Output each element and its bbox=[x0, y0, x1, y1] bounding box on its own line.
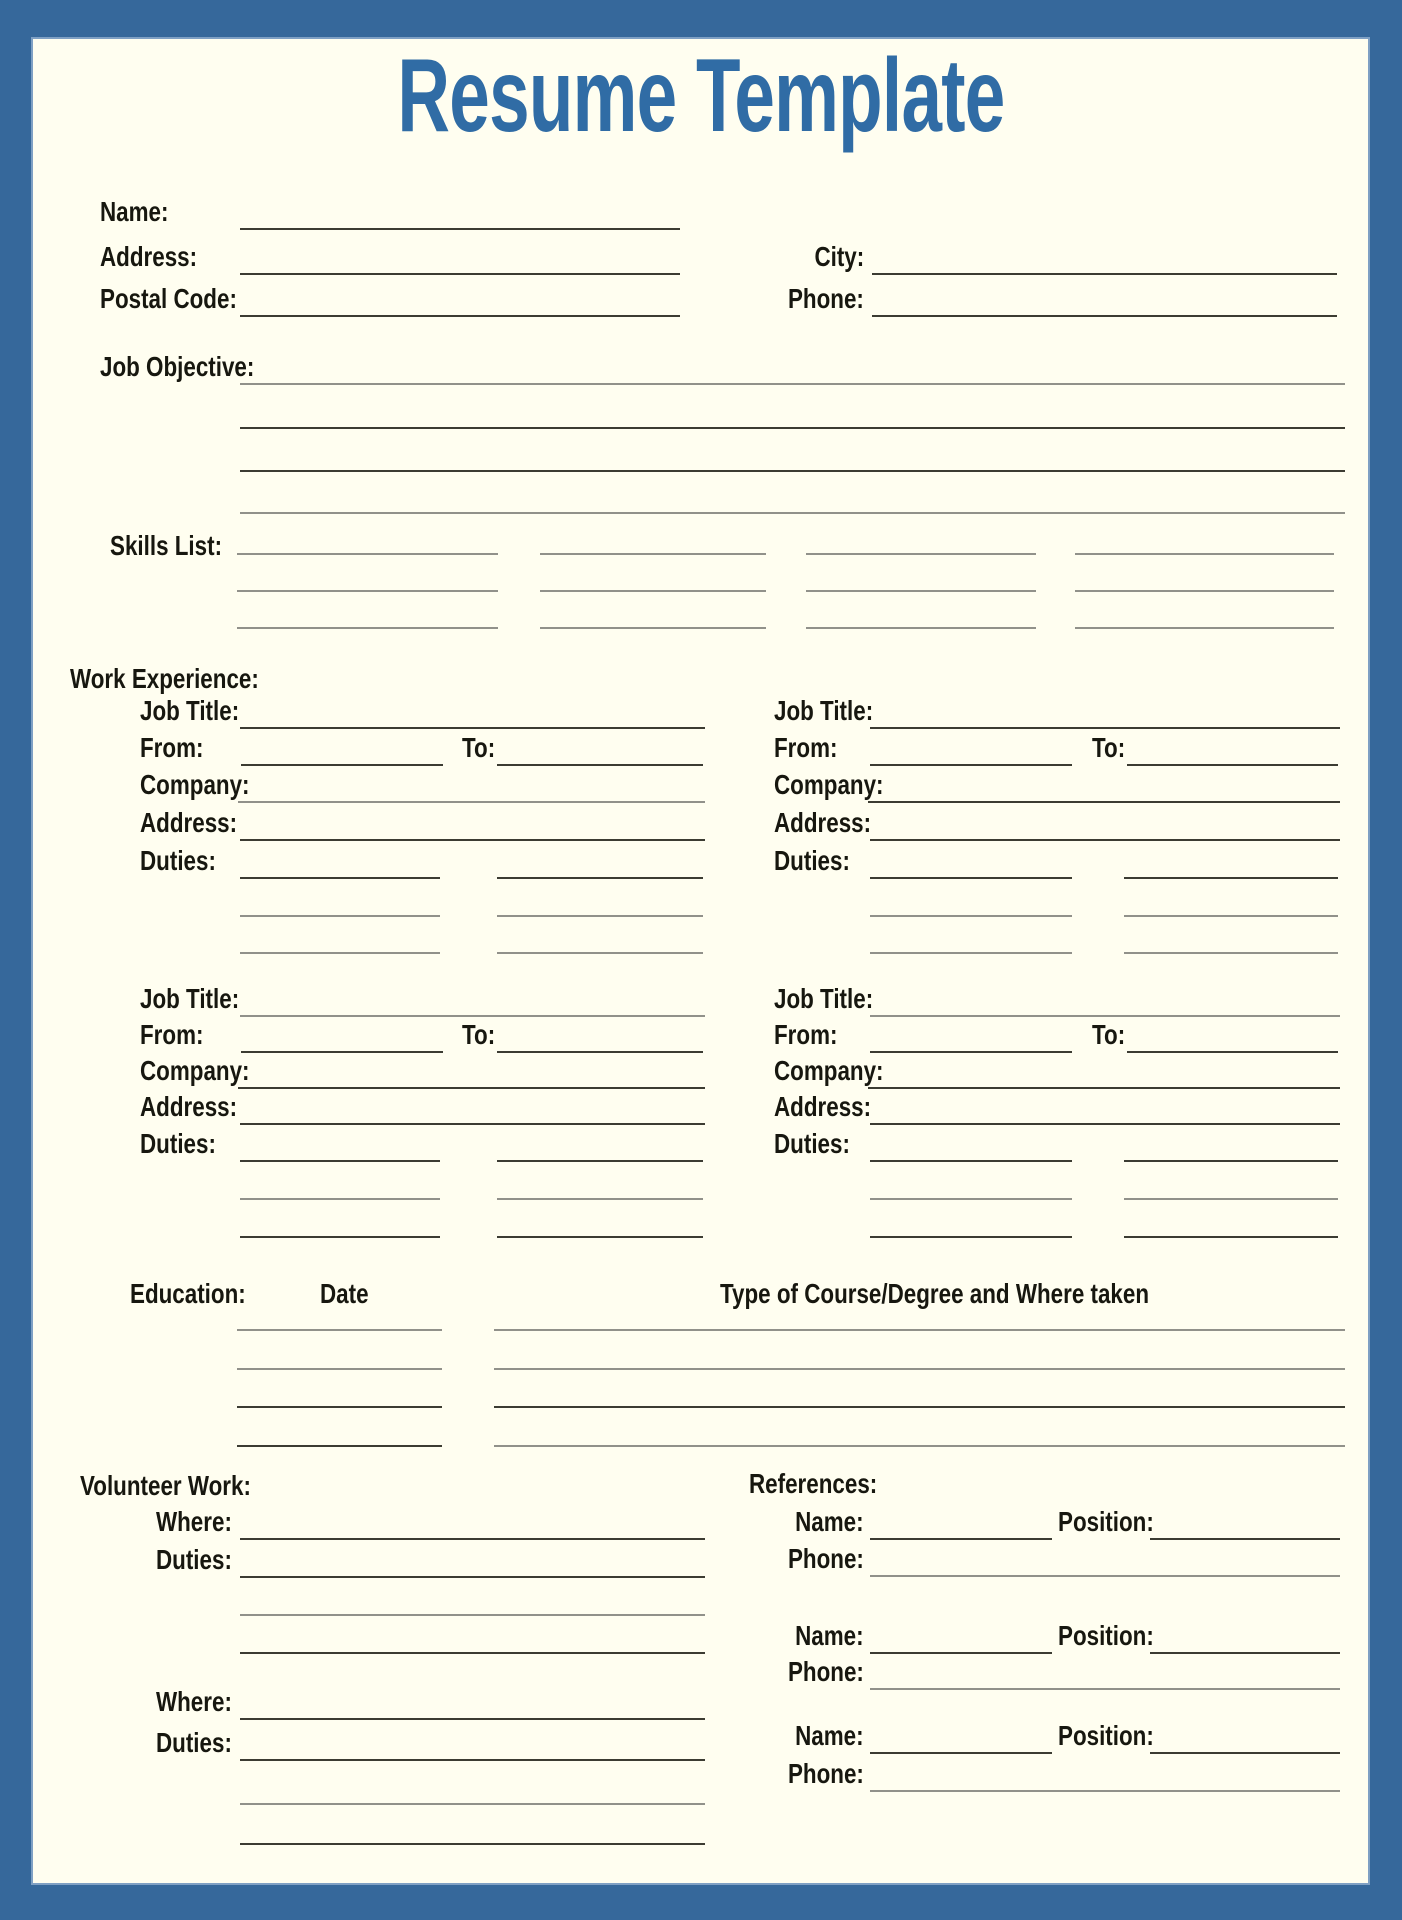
job2-duties-label: Duties: bbox=[774, 845, 850, 876]
references-label: References: bbox=[749, 1468, 878, 1499]
skill-line-r3c4[interactable] bbox=[1075, 627, 1334, 629]
job2-duties-line-2a[interactable] bbox=[870, 915, 1072, 917]
job4-duties-line-1a[interactable] bbox=[870, 1160, 1072, 1162]
job4-title-line[interactable] bbox=[870, 1015, 1340, 1017]
skill-line-r1c4[interactable] bbox=[1075, 553, 1334, 555]
skill-line-r2c2[interactable] bbox=[540, 590, 766, 592]
reference2-name-line[interactable] bbox=[870, 1652, 1052, 1654]
education-course-line-3[interactable] bbox=[494, 1406, 1345, 1408]
reference3-name-line[interactable] bbox=[870, 1752, 1052, 1754]
reference2-phone-label: Phone: bbox=[788, 1656, 864, 1687]
job1-to-label: To: bbox=[462, 732, 496, 763]
job2-title-line[interactable] bbox=[870, 727, 1340, 729]
job4-company-line[interactable] bbox=[868, 1087, 1340, 1089]
job4-title-label: Job Title: bbox=[774, 983, 874, 1014]
volunteer1-where-line[interactable] bbox=[240, 1538, 705, 1540]
job3-duties-line-1b[interactable] bbox=[497, 1160, 703, 1162]
job3-address-line[interactable] bbox=[240, 1123, 705, 1125]
volunteer-work-label: Volunteer Work: bbox=[80, 1470, 251, 1501]
education-date-header: Date bbox=[320, 1278, 369, 1309]
job4-to-line[interactable] bbox=[1127, 1051, 1338, 1053]
reference3-position-label: Position: bbox=[1058, 1720, 1154, 1751]
reference2-position-label: Position: bbox=[1058, 1620, 1154, 1651]
job-objective-line-2[interactable] bbox=[240, 427, 1345, 429]
skills-list-label: Skills List: bbox=[110, 530, 223, 561]
job2-title-label: Job Title: bbox=[774, 695, 874, 726]
skill-line-r3c3[interactable] bbox=[806, 627, 1036, 629]
reference2-name-label: Name: bbox=[795, 1620, 864, 1651]
job3-from-line[interactable] bbox=[241, 1051, 443, 1053]
skill-line-r1c1[interactable] bbox=[237, 553, 498, 555]
reference2-phone-line[interactable] bbox=[870, 1688, 1340, 1690]
reference1-name-label: Name: bbox=[795, 1506, 864, 1537]
job3-duties-line-3a[interactable] bbox=[240, 1236, 440, 1238]
volunteer1-duties-line-3[interactable] bbox=[240, 1652, 705, 1654]
job3-duties-line-2a[interactable] bbox=[240, 1198, 440, 1200]
volunteer2-where-label: Where: bbox=[156, 1686, 232, 1717]
job2-duties-line-3b[interactable] bbox=[1124, 952, 1338, 954]
job3-to-label: To: bbox=[462, 1019, 496, 1050]
job1-address-label: Address: bbox=[140, 807, 238, 838]
education-course-header: Type of Course/Degree and Where taken bbox=[720, 1278, 1150, 1309]
job1-duties-line-2b[interactable] bbox=[497, 915, 703, 917]
phone-line[interactable] bbox=[872, 315, 1337, 317]
job4-from-line[interactable] bbox=[870, 1051, 1072, 1053]
reference3-name-label: Name: bbox=[795, 1720, 864, 1751]
name-label: Name: bbox=[100, 196, 169, 227]
volunteer2-duties-line-3[interactable] bbox=[240, 1843, 705, 1845]
address-label: Address: bbox=[100, 241, 198, 272]
education-course-line-4[interactable] bbox=[494, 1445, 1345, 1447]
reference3-position-line[interactable] bbox=[1150, 1752, 1340, 1754]
volunteer1-duties-line-2[interactable] bbox=[240, 1614, 705, 1616]
work-experience-label: Work Experience: bbox=[70, 663, 259, 694]
skill-line-r2c1[interactable] bbox=[237, 590, 498, 592]
job1-to-line[interactable] bbox=[497, 764, 703, 766]
job2-to-label: To: bbox=[1092, 732, 1126, 763]
job3-to-line[interactable] bbox=[497, 1051, 703, 1053]
job1-company-line[interactable] bbox=[238, 801, 705, 803]
job2-company-label: Company: bbox=[774, 769, 884, 800]
job1-duties-line-1a[interactable] bbox=[240, 877, 440, 879]
job4-duties-line-3a[interactable] bbox=[870, 1236, 1072, 1238]
job3-duties-line-2b[interactable] bbox=[497, 1198, 703, 1200]
volunteer1-where-label: Where: bbox=[156, 1506, 232, 1537]
job1-duties-line-1b[interactable] bbox=[497, 877, 703, 879]
job3-address-label: Address: bbox=[140, 1091, 238, 1122]
job4-duties-line-1b[interactable] bbox=[1124, 1160, 1338, 1162]
job1-from-label: From: bbox=[140, 732, 204, 763]
skill-line-r3c1[interactable] bbox=[237, 627, 498, 629]
job-objective-label: Job Objective: bbox=[100, 351, 255, 382]
skill-line-r1c3[interactable] bbox=[806, 553, 1036, 555]
reference1-phone-label: Phone: bbox=[788, 1543, 864, 1574]
job4-duties-line-2b[interactable] bbox=[1124, 1198, 1338, 1200]
job4-from-label: From: bbox=[774, 1019, 838, 1050]
skill-line-r1c2[interactable] bbox=[540, 553, 766, 555]
job3-title-line[interactable] bbox=[240, 1015, 705, 1017]
address-line[interactable] bbox=[240, 273, 680, 275]
city-line[interactable] bbox=[872, 273, 1337, 275]
job4-duties-line-2a[interactable] bbox=[870, 1198, 1072, 1200]
job1-from-line[interactable] bbox=[241, 764, 443, 766]
education-date-line-4[interactable] bbox=[237, 1445, 442, 1447]
job4-address-line[interactable] bbox=[870, 1123, 1340, 1125]
job3-title-label: Job Title: bbox=[140, 983, 240, 1014]
job1-title-line[interactable] bbox=[240, 727, 705, 729]
reference2-position-line[interactable] bbox=[1150, 1652, 1340, 1654]
city-label: City: bbox=[814, 241, 864, 272]
job1-duties-line-3b[interactable] bbox=[497, 952, 703, 954]
job4-duties-line-3b[interactable] bbox=[1124, 1236, 1338, 1238]
job3-duties-line-1a[interactable] bbox=[240, 1160, 440, 1162]
job-objective-line-4[interactable] bbox=[240, 512, 1345, 514]
job3-company-line[interactable] bbox=[238, 1087, 705, 1089]
job1-duties-line-3a[interactable] bbox=[240, 952, 440, 954]
skill-line-r2c3[interactable] bbox=[806, 590, 1036, 592]
job1-address-line[interactable] bbox=[240, 839, 705, 841]
reference3-phone-label: Phone: bbox=[788, 1758, 864, 1789]
job2-duties-line-1a[interactable] bbox=[870, 877, 1072, 879]
job3-duties-label: Duties: bbox=[140, 1128, 216, 1159]
job1-duties-label: Duties: bbox=[140, 845, 216, 876]
job1-title-label: Job Title: bbox=[140, 695, 240, 726]
volunteer2-duties-line-2[interactable] bbox=[240, 1803, 705, 1805]
education-date-line-2[interactable] bbox=[237, 1368, 442, 1370]
education-label: Education: bbox=[130, 1278, 246, 1309]
job4-company-label: Company: bbox=[774, 1055, 884, 1086]
volunteer2-duties-label: Duties: bbox=[156, 1727, 232, 1758]
job2-company-line[interactable] bbox=[868, 801, 1340, 803]
job2-from-line[interactable] bbox=[870, 764, 1072, 766]
skill-line-r3c2[interactable] bbox=[540, 627, 766, 629]
volunteer1-duties-label: Duties: bbox=[156, 1544, 232, 1575]
job-objective-line-1[interactable] bbox=[240, 383, 1345, 385]
job-objective-line-3[interactable] bbox=[240, 470, 1345, 472]
reference1-name-line[interactable] bbox=[870, 1538, 1052, 1540]
education-course-line-2[interactable] bbox=[494, 1368, 1345, 1370]
reference1-position-line[interactable] bbox=[1150, 1538, 1340, 1540]
name-line[interactable] bbox=[240, 228, 680, 230]
job4-duties-label: Duties: bbox=[774, 1128, 850, 1159]
job2-duties-line-1b[interactable] bbox=[1124, 877, 1338, 879]
volunteer2-where-line[interactable] bbox=[240, 1718, 705, 1720]
education-course-line-1[interactable] bbox=[494, 1329, 1345, 1331]
postal-code-line[interactable] bbox=[240, 315, 680, 317]
job1-duties-line-2a[interactable] bbox=[240, 915, 440, 917]
job2-to-line[interactable] bbox=[1127, 764, 1338, 766]
job2-from-label: From: bbox=[774, 732, 838, 763]
reference1-position-label: Position: bbox=[1058, 1506, 1154, 1537]
reference3-phone-line[interactable] bbox=[870, 1790, 1340, 1792]
volunteer1-duties-line-1[interactable] bbox=[240, 1576, 705, 1578]
job2-duties-line-3a[interactable] bbox=[870, 952, 1072, 954]
skill-line-r2c4[interactable] bbox=[1075, 590, 1334, 592]
job2-address-label: Address: bbox=[774, 807, 872, 838]
job4-to-label: To: bbox=[1092, 1019, 1126, 1050]
phone-label: Phone: bbox=[788, 283, 864, 314]
education-date-line-1[interactable] bbox=[237, 1329, 442, 1331]
job4-address-label: Address: bbox=[774, 1091, 872, 1122]
page-title: Resume Template bbox=[397, 38, 1005, 154]
job1-company-label: Company: bbox=[140, 769, 250, 800]
job2-duties-line-2b[interactable] bbox=[1124, 915, 1338, 917]
job3-from-label: From: bbox=[140, 1019, 204, 1050]
job3-company-label: Company: bbox=[140, 1055, 250, 1086]
job3-duties-line-3b[interactable] bbox=[497, 1236, 703, 1238]
postal-code-label: Postal Code: bbox=[100, 283, 237, 314]
education-date-line-3[interactable] bbox=[237, 1406, 442, 1408]
reference1-phone-line[interactable] bbox=[870, 1575, 1340, 1577]
job2-address-line[interactable] bbox=[870, 839, 1340, 841]
volunteer2-duties-line-1[interactable] bbox=[240, 1759, 705, 1761]
